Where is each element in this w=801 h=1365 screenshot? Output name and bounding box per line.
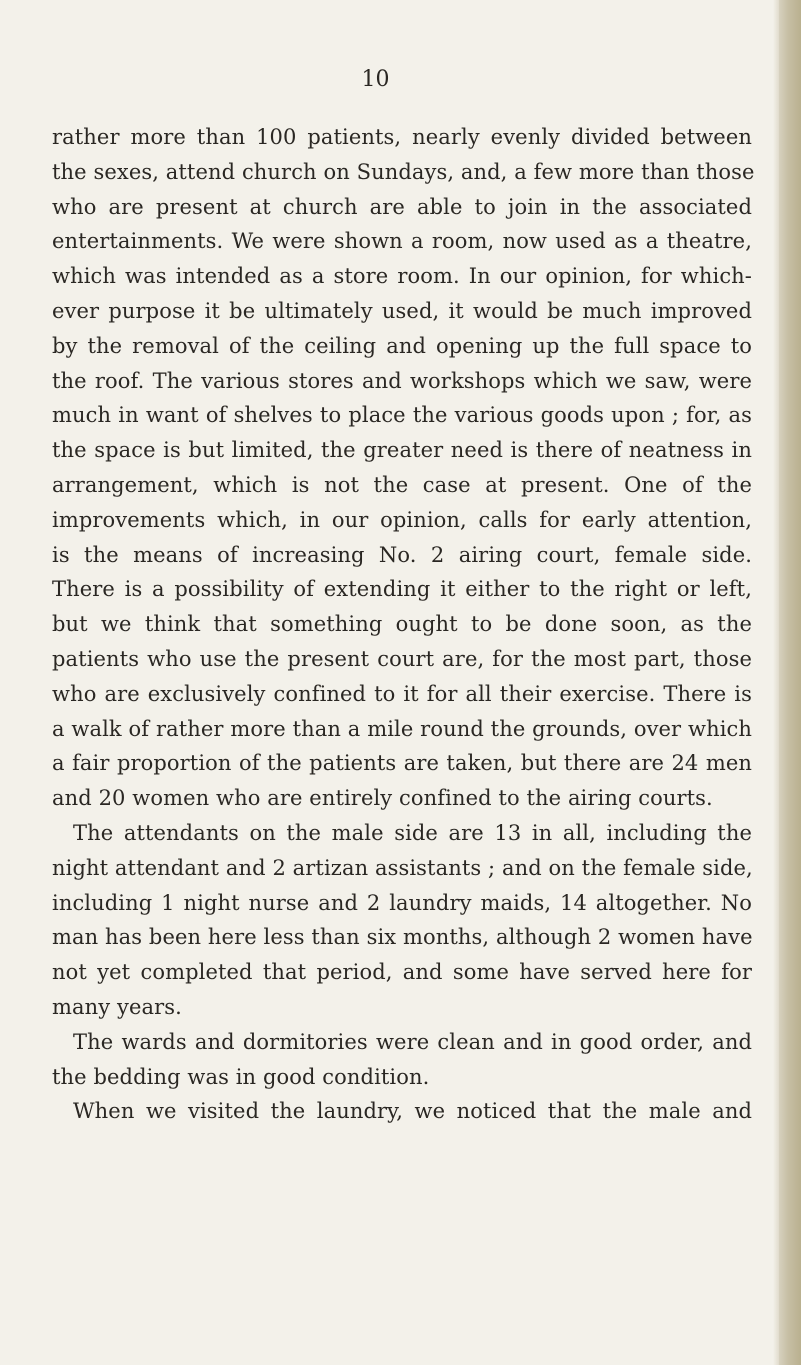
text-line: When we visited the laundry, we noticed that the male and: [73, 1099, 752, 1124]
text-line: a fair proportion of the patients are taken, but there are 24 men: [52, 751, 752, 776]
page-edge: [779, 0, 801, 1365]
text-line: a walk of rather more than a mile round the grounds, over which: [52, 716, 752, 741]
text-line: There is a possibility of extending it either to the right or left,: [52, 577, 752, 602]
text-line: the space is but limited, the greater need is there of neatness in: [52, 438, 752, 463]
page-number: 10: [361, 67, 390, 92]
text-line: not yet completed that period, and some have served here for: [52, 960, 752, 985]
text-line: night attendant and 2 artizan assistants ; and on the female side,: [52, 855, 753, 880]
text-line: who are present at church are able to join in the associated: [52, 194, 752, 219]
text-line: man has been here less than six months, although 2 women have: [52, 925, 753, 950]
text-line: including 1 night nurse and 2 laundry maids, 14 altogether. No: [52, 890, 752, 915]
text-line: many years.: [52, 994, 182, 1019]
text-line: The attendants on the male side are 13 in all, including the: [73, 820, 752, 845]
text-line: by the removal of the ceiling and opening up the full space to: [52, 333, 752, 358]
text-line: entertainments. We were shown a room, now used as a theatre,: [52, 229, 752, 254]
text-line: the bedding was in good condition.: [52, 1064, 430, 1089]
text-line: The wards and dormitories were clean and in good order, and: [73, 1029, 752, 1054]
text-line: much in want of shelves to place the various goods upon ; for, as: [52, 403, 752, 428]
text-line: who are exclusively confined to it for all their exercise. There is: [52, 681, 752, 706]
text-line: and 20 women who are entirely confined to the airing courts.: [52, 786, 713, 811]
text-line: is the means of increasing No. 2 airing court, female side.: [52, 542, 752, 567]
text-line: rather more than 100 patients, nearly evenly divided between: [52, 125, 752, 149]
text-line: but we think that something ought to be done soon, as the: [52, 612, 752, 637]
body-text: [52, 120, 755, 1129]
text-line: which was intended as a store room. In our opinion, for which-: [52, 264, 752, 289]
text-line: improvements which, in our opinion, calls for early attention,: [52, 507, 752, 532]
text-line: ever purpose it be ultimately used, it would be much improved: [52, 298, 752, 323]
text-line: the sexes, attend church on Sundays, and, a few more than those: [52, 159, 755, 184]
text-line: the roof. The various stores and workshops which we saw, were: [52, 368, 752, 393]
text-line: arrangement, which is not the case at present. One of the: [52, 472, 752, 497]
text-line: patients who use the present court are, for the most part, those: [52, 646, 752, 671]
